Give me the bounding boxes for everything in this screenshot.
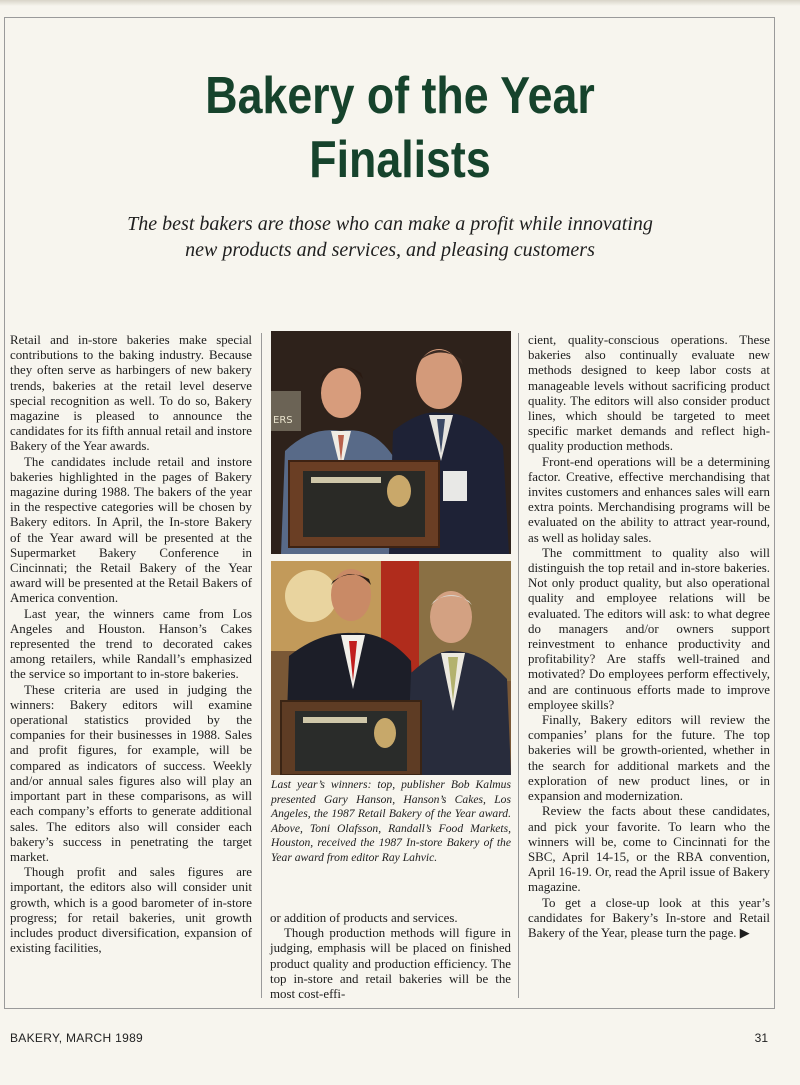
article-column-1 bbox=[10, 333, 252, 956]
paragraph: To get a close-up look at this year’s candidates for Bakery’s In-store and Retail Bakery of the Year, please turn the page. ▶ bbox=[528, 895, 770, 940]
headline bbox=[73, 64, 727, 192]
footer-publication: BAKERY, MARCH 1989 bbox=[10, 1031, 144, 1045]
page-number: 31 bbox=[754, 1031, 768, 1045]
paragraph: Finally, Bakery editors will review the companies’ plans for the future. The top bakeries will be growth-oriented, whether in the search for additional markets and the exploration of new product lines, or in expansion and modernization. bbox=[528, 713, 770, 804]
column-divider bbox=[518, 333, 519, 998]
column-divider bbox=[261, 333, 262, 998]
photo-caption: Last year’s winners: top, publisher Bob Kalmus presented Gary Hanson, Hanson’s Cakes, Los Angeles, the 1987 Retail Bakery of the Year award. Above, Toni Olafsson, Randall’s Food Markets, Houston, received the 1987 In-store Bakery of the Year award from editor Ray Lahvic. bbox=[271, 778, 511, 864]
paragraph: Front-end operations will be a determining factor. Creative, effective merchandising that invites customers and enhances sales will earn extra points. Merchandising programs will be evaluated on the ability to attract year-round, as well as holiday sales. bbox=[528, 454, 770, 545]
paragraph: Review the facts about these candidates, and pick your favorite. To learn who the winners will be, come to Cincinnati for the SBC, April 14-15, or the RBA convention, April 16-19. Or, read the April issue of Bakery magazine. bbox=[528, 804, 770, 895]
paragraph: Last year, the winners came from Los Angeles and Houston. Hanson’s Cakes represented the trend to decorated cakes among retailers, while Randall’s emphasized the service so important to in-store bakeries. bbox=[10, 606, 252, 682]
headline-line-1: Bakery of the Year bbox=[205, 67, 595, 125]
paragraph: The committment to quality also will distinguish the top retail and in-store bakeries. Not only product quality, but also operational quality and employee relations will be evaluated. The editors will ask: to what degree do managers and/or owners support reinvestment to enhance productivity and profitability? Are staffs well-trained and motivated? Do employees perform effectively, and are continuous efforts made to improve employee skills? bbox=[528, 545, 770, 712]
paragraph: These criteria are used in judging the winners: Bakery editors will examine operational statistics provided by the companies for their businesses in 1988. Sales and profit figures, for example, will be compared as indicators of success. Weekly and/or annual sales figures also will play an important part in these comparisons, as will each company’s efforts to generate additional sales. The editors also will consider each bakery’s success in penetrating the target market. bbox=[10, 682, 252, 864]
headline-line-2: Finalists bbox=[309, 131, 491, 189]
paragraph: or addition of products and services. bbox=[270, 911, 458, 925]
top-edge bbox=[0, 0, 800, 6]
paragraph: cient, quality-conscious operations. These bakeries also continually evaluate new methods designed to keep labor costs at manageable levels without sacrificing product quality. The editors will also consider product lines, which should be targeted to meet specific market demands and reflect high-quality production methods. bbox=[528, 333, 770, 454]
article-column-3 bbox=[528, 333, 770, 941]
svg-text:ERS: ERS bbox=[273, 415, 293, 426]
paragraph: Though production methods will figure in judging, emphasis will be placed on finished product quality and production efficiency. The top in-store and retail bakeries will be the most cost-effi- bbox=[270, 926, 511, 1002]
photo-award-instore bbox=[271, 561, 511, 775]
paragraph: Retail and in-store bakeries make special contributions to the baking industry. Because they often serve as harbingers of new bakery trends, bakeries at the retail level deserve special recognition as well. To do so, Bakery magazine is pleased to announce the candidates for its fifth annual retail and instore Bakery of the Year awards. bbox=[10, 333, 252, 454]
photo-illustration bbox=[271, 561, 511, 775]
photo-award-retail bbox=[271, 331, 511, 554]
article-column-2 bbox=[270, 911, 511, 1002]
paragraph: Though profit and sales figures are important, the editors also will consider unit growth, which is a good barometer of in-store progress; for retail bakeries, unit growth includes product diversification, expansion of existing facilities, bbox=[10, 865, 252, 956]
paragraph: The candidates include retail and instore bakeries highlighted in the pages of Bakery magazine during 1988. The bakers of the year in the respective categories will be chosen by Bakery editors. In April, the In-store Bakery of the Year award will be presented at the Supermarket Bakery Conference in Cincinnati; the Retail Bakery of the Year award will be presented at the Retail Bakers of America convention. bbox=[10, 454, 252, 606]
photo-illustration bbox=[271, 331, 511, 554]
deck-subtitle: The best bakers are those who can make a profit while innovating new products and services, and pleasing customers bbox=[127, 213, 653, 261]
